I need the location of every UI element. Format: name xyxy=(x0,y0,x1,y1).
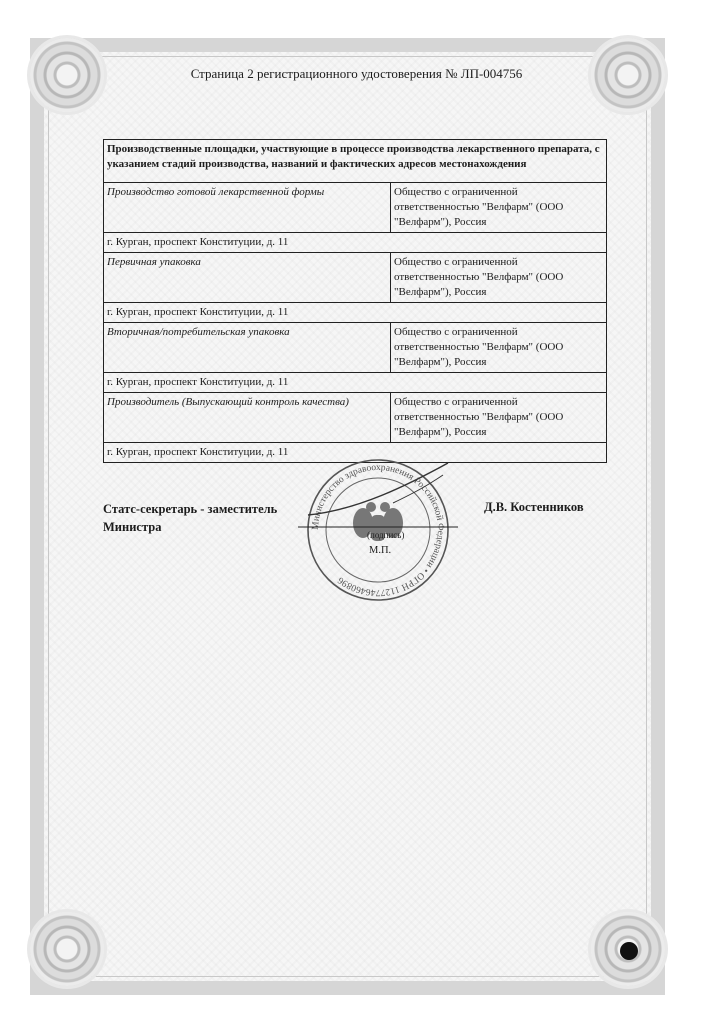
seal-place-label: М.П. xyxy=(369,545,392,556)
table-row xyxy=(104,323,607,373)
stage-cell: Производитель (Выпускающий контроль качества) xyxy=(104,393,391,443)
table-row xyxy=(104,183,607,233)
company-cell: Общество с ограниченной ответственностью "Велфарм" (ООО "Велфарм"), Россия xyxy=(391,183,607,233)
signer-position-line2: Министра xyxy=(103,520,162,534)
table-heading: Производственные площадки, участвующие в процессе производства лекарственного препарата, с указанием стадий производства, названий и фактических адресов местонахождения xyxy=(104,140,607,183)
table-row xyxy=(104,393,607,443)
stamp-arc-text: Министерство здравоохранения Российской Федерации • ОГРН 1127746460896 xyxy=(310,462,446,598)
corner-rosette-icon xyxy=(30,912,104,986)
address-cell: г. Курган, проспект Конституции, д. 11 xyxy=(104,233,607,253)
stage-cell: Вторичная/потребительская упаковка xyxy=(104,323,391,373)
company-cell: Общество с ограниченной ответственностью "Велфарм" (ООО "Велфарм"), Россия xyxy=(391,323,607,373)
binding-hole-icon xyxy=(620,942,638,960)
signature-label: (подпись) xyxy=(367,530,405,540)
table-row xyxy=(104,233,607,253)
page-header: Страница 2 регистрационного удостоверения № ЛП-004756 xyxy=(190,66,523,81)
table-row xyxy=(104,373,607,393)
company-cell: Общество с ограниченной ответственностью "Велфарм" (ООО "Велфарм"), Россия xyxy=(391,393,607,443)
production-sites-table xyxy=(103,139,607,463)
address-cell: г. Курган, проспект Конституции, д. 11 xyxy=(104,443,607,463)
table-row xyxy=(104,253,607,303)
company-cell: Общество с ограниченной ответственностью "Велфарм" (ООО "Велфарм"), Россия xyxy=(391,253,607,303)
address-cell: г. Курган, проспект Конституции, д. 11 xyxy=(104,303,607,323)
table-row xyxy=(104,303,607,323)
stage-cell: Производство готовой лекарственной формы xyxy=(104,183,391,233)
signer-position xyxy=(103,500,277,536)
signer-name: Д.В. Костенников xyxy=(484,500,584,514)
stage-cell: Первичная упаковка xyxy=(104,253,391,303)
address-cell: г. Курган, проспект Конституции, д. 11 xyxy=(104,373,607,393)
signer-position-line1: Статс-секретарь - заместитель xyxy=(103,502,278,516)
